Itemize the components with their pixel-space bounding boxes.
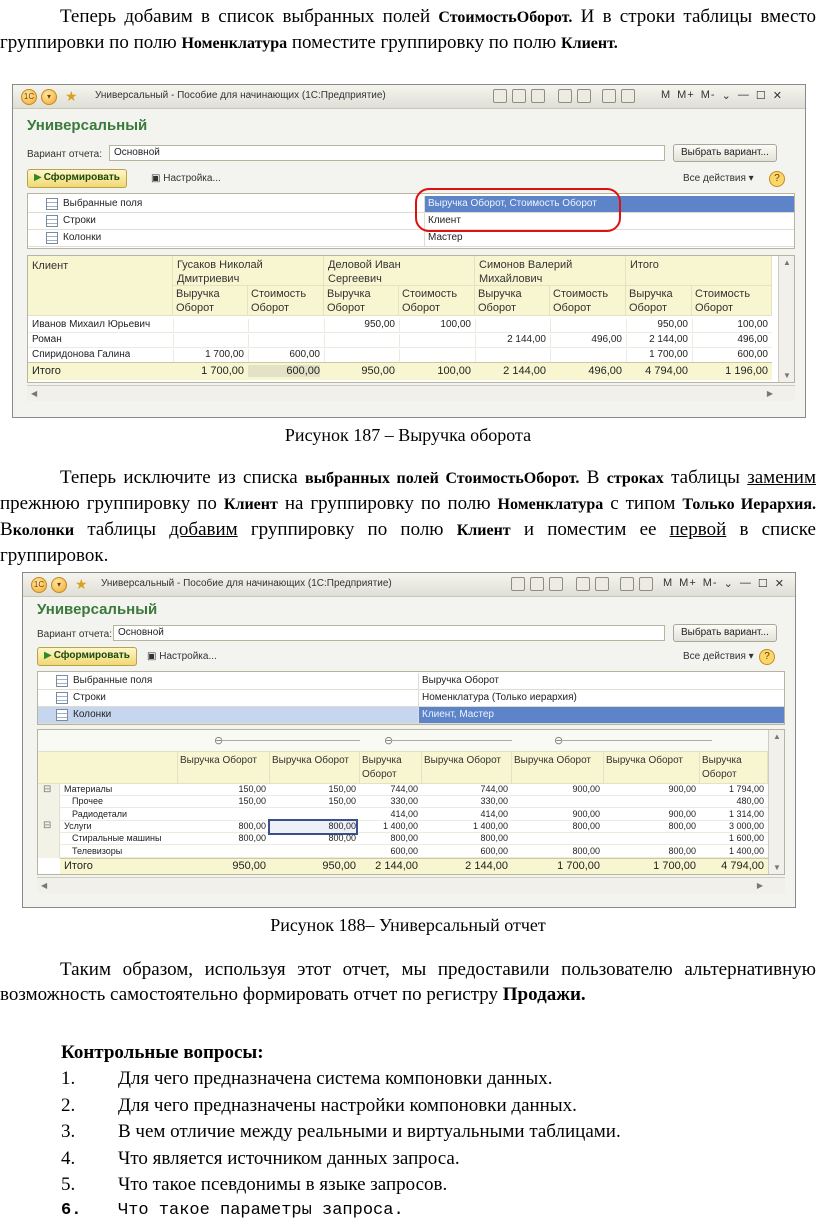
value-cell bbox=[550, 319, 622, 333]
maximize-icon[interactable]: ☐ bbox=[757, 578, 769, 590]
item-name: Телевизоры bbox=[72, 845, 123, 856]
value-cell: 600,00 bbox=[248, 349, 320, 363]
table-row bbox=[60, 784, 768, 796]
value-cell: 600,00 bbox=[480, 845, 508, 856]
total-cell: 1 700,00 bbox=[653, 860, 696, 872]
favorite-add-icon[interactable] bbox=[558, 89, 572, 103]
scroll-up-icon[interactable]: ▲ bbox=[783, 258, 791, 267]
rows-icon bbox=[56, 692, 68, 704]
total-cell: 2 144,00 bbox=[465, 860, 508, 872]
item-name: Радиодетали bbox=[72, 808, 128, 819]
menu-dropdown-icon[interactable]: ▾ bbox=[51, 577, 67, 593]
memory-buttons bbox=[661, 89, 783, 102]
question-number: 3. bbox=[61, 1121, 76, 1142]
value-cell bbox=[399, 349, 471, 363]
value-cell: 150,00 bbox=[238, 796, 266, 807]
report-table bbox=[37, 729, 785, 875]
value-cell: 1 700,00 bbox=[173, 349, 244, 363]
variant-field[interactable]: Основной bbox=[109, 145, 665, 161]
help-icon[interactable]: ? bbox=[759, 649, 775, 665]
fields-icon bbox=[56, 675, 68, 687]
total-cell: 4 794,00 bbox=[645, 365, 688, 377]
value-cell: 800,00 bbox=[390, 833, 418, 844]
item-name: Материалы bbox=[64, 784, 113, 794]
questions-heading: Контрольные вопросы: bbox=[61, 1042, 264, 1063]
play-icon: ▶ bbox=[34, 172, 42, 183]
window-titlebar bbox=[23, 573, 795, 597]
variant-label: Вариант отчета: bbox=[27, 149, 102, 160]
generate-button[interactable]: ▶ Сформировать bbox=[27, 169, 127, 188]
choose-variant-button[interactable]: Выбрать вариант... bbox=[673, 624, 777, 642]
total-cell: 100,00 bbox=[437, 365, 471, 377]
figure-caption-1: Рисунок 187 – Выручка оборота bbox=[284, 425, 532, 445]
sub-header: Выручка Оборот bbox=[478, 288, 522, 314]
value-cell: 800,00 bbox=[270, 821, 356, 833]
clipboard-icon[interactable] bbox=[639, 577, 653, 591]
value-cell bbox=[173, 334, 244, 348]
app-logo-icon[interactable]: 1С bbox=[31, 577, 47, 593]
item-name: Стиральные машины bbox=[72, 833, 162, 844]
all-actions-menu[interactable]: Все действия ▾ bbox=[683, 173, 754, 184]
value-cell: 414,00 bbox=[390, 808, 418, 819]
value-cell: 330,00 bbox=[390, 796, 418, 807]
question-text: Что такое параметры запроса. bbox=[118, 1200, 404, 1220]
question-number: 5. bbox=[61, 1174, 76, 1195]
clipboard-icon[interactable] bbox=[621, 89, 635, 103]
calendar-icon[interactable] bbox=[577, 89, 591, 103]
settings-row-selected-fields[interactable]: Выбранные поля Выручка Оборот, Стоимость Оборот bbox=[28, 196, 794, 213]
maximize-icon[interactable]: ☐ bbox=[755, 90, 767, 102]
master-header: Гусаков Николай Дмитриевич bbox=[177, 259, 263, 285]
value-cell: 800,00 bbox=[668, 820, 696, 831]
value-cell bbox=[604, 833, 696, 845]
value-cell: 800,00 bbox=[328, 833, 356, 844]
favorites-star-icon[interactable]: ★ bbox=[65, 88, 78, 104]
settings-row-rows[interactable]: Строки Клиент bbox=[28, 213, 794, 230]
settings-link[interactable]: ▣ Настройка... bbox=[147, 651, 217, 662]
value-cell: 950,00 bbox=[324, 319, 395, 333]
value-cell: 100,00 bbox=[399, 319, 471, 333]
memory-buttons bbox=[663, 577, 785, 590]
column-header: Выручка Оборот bbox=[512, 752, 604, 784]
settings-row-columns[interactable]: Колонки Клиент, Мастер bbox=[38, 707, 784, 724]
value-cell: 496,00 bbox=[550, 334, 622, 348]
figure-caption-2: Рисунок 188– Универсальный отчет bbox=[270, 915, 546, 935]
value-cell: 1 794,00 bbox=[728, 784, 764, 794]
report-window-figure-1 bbox=[12, 84, 806, 418]
help-icon[interactable]: ? bbox=[769, 171, 785, 187]
favorite-add-icon[interactable] bbox=[576, 577, 590, 591]
value-cell: 800,00 bbox=[480, 833, 508, 844]
value-cell bbox=[475, 349, 546, 363]
variant-field[interactable]: Основной bbox=[113, 625, 665, 641]
sub-header: Стоимость Оборот bbox=[553, 288, 609, 314]
report-table bbox=[27, 255, 795, 383]
value-cell: 1 314,00 bbox=[728, 808, 764, 819]
client-name: Иванов Михаил Юрьевич bbox=[32, 319, 151, 330]
collapse-icon[interactable]: ⊟ bbox=[43, 820, 52, 831]
value-cell bbox=[270, 809, 356, 821]
row-tree-gutter bbox=[38, 784, 60, 858]
question-text: Для чего предназначена система компоновки данных. bbox=[118, 1068, 553, 1089]
total-cell: 600,00 bbox=[248, 365, 320, 377]
value-cell: 3 000,00 bbox=[728, 820, 764, 831]
total-row bbox=[60, 858, 768, 874]
total-row bbox=[28, 362, 772, 380]
settings-icon: ▣ bbox=[151, 173, 164, 184]
app-logo-icon[interactable]: 1С bbox=[21, 89, 37, 105]
value-cell: 900,00 bbox=[572, 808, 600, 819]
window-title: Универсальный - Пособие для начинающих (1С:Предприятие) bbox=[95, 90, 386, 101]
question-text: Что такое псевдонимы в языке запросов. bbox=[118, 1174, 448, 1195]
choose-variant-button[interactable]: Выбрать вариант... bbox=[673, 144, 777, 162]
value-cell bbox=[324, 349, 395, 363]
table-row bbox=[60, 821, 768, 833]
question-text: В чем отличие между реальными и виртуальными таблицами. bbox=[118, 1121, 621, 1142]
value-cell bbox=[178, 809, 266, 821]
columns-icon bbox=[56, 709, 68, 721]
value-cell: 800,00 bbox=[238, 833, 266, 844]
corner-header: Клиент bbox=[32, 260, 69, 272]
client-name: Роман bbox=[32, 334, 62, 345]
value-cell bbox=[399, 334, 471, 348]
toolbar-icons bbox=[511, 577, 653, 591]
scroll-down-icon[interactable]: ▼ bbox=[773, 863, 781, 872]
settings-panel bbox=[27, 193, 795, 249]
total-cell: 1 700,00 bbox=[201, 365, 244, 377]
question-number: 1. bbox=[61, 1068, 76, 1089]
m-minus-button[interactable]: M- bbox=[700, 89, 716, 101]
m-plus-button[interactable]: M+ bbox=[679, 577, 697, 589]
value-cell: 600,00 bbox=[692, 349, 768, 363]
column-header: Выручка Оборот bbox=[270, 752, 360, 784]
value-cell: 1 600,00 bbox=[728, 833, 764, 844]
value-cell bbox=[475, 319, 546, 333]
value-cell bbox=[270, 846, 356, 858]
column-header: Выручка Оборот bbox=[700, 752, 768, 784]
close-icon[interactable]: ✕ bbox=[774, 578, 785, 590]
calendar-icon[interactable] bbox=[595, 577, 609, 591]
value-cell bbox=[248, 334, 320, 348]
table-row bbox=[60, 833, 768, 845]
item-name: Услуги bbox=[64, 820, 92, 831]
report-heading: Универсальный bbox=[27, 117, 148, 134]
column-header: Выручка Оборот bbox=[422, 752, 512, 784]
value-cell: 800,00 bbox=[572, 845, 600, 856]
settings-row-columns[interactable]: Колонки Мастер bbox=[28, 230, 794, 247]
collapse-icon[interactable]: ⊖ bbox=[554, 735, 564, 747]
favorites-star-icon[interactable]: ★ bbox=[75, 576, 88, 592]
question-text: Что является источником данных запроса. bbox=[118, 1147, 460, 1169]
m-minus-button[interactable]: M- bbox=[702, 577, 718, 589]
variant-label: Вариант отчета: bbox=[37, 629, 112, 640]
vertical-scrollbar[interactable] bbox=[778, 256, 794, 382]
settings-row-selected-fields[interactable]: Выбранные поля Выручка Оборот bbox=[38, 673, 784, 690]
value-cell bbox=[178, 846, 266, 858]
scroll-down-icon[interactable]: ▼ bbox=[783, 371, 791, 380]
question-text: Для чего предназначены настройки компоновки данных. bbox=[118, 1094, 577, 1116]
column-group-collapsers bbox=[38, 730, 768, 752]
value-cell: 1 400,00 bbox=[472, 820, 508, 831]
vertical-scrollbar[interactable] bbox=[768, 730, 784, 874]
master-header: Итого bbox=[630, 259, 659, 271]
print-icon[interactable] bbox=[530, 577, 544, 591]
calculator-icon[interactable] bbox=[602, 89, 616, 103]
close-icon[interactable]: ✕ bbox=[772, 90, 783, 102]
total-cell: 1 196,00 bbox=[725, 365, 768, 377]
minimize-icon[interactable]: — bbox=[739, 577, 752, 589]
save-icon[interactable] bbox=[493, 89, 507, 103]
m-button[interactable]: M bbox=[663, 577, 674, 589]
collapse-icon[interactable]: ⊖ bbox=[214, 735, 224, 747]
column-header: Выручка Оборот bbox=[360, 752, 422, 784]
total-label: Итого bbox=[32, 365, 61, 377]
chevron-down-icon[interactable]: ⌄ bbox=[721, 90, 732, 102]
total-cell: 1 700,00 bbox=[557, 860, 600, 872]
total-cell: 950,00 bbox=[361, 365, 395, 377]
sub-header: Стоимость Оборот bbox=[251, 288, 307, 314]
value-cell: 330,00 bbox=[480, 796, 508, 807]
value-cell bbox=[512, 796, 600, 808]
value-cell: 744,00 bbox=[480, 784, 508, 794]
total-label: Итого bbox=[64, 860, 93, 872]
play-icon: ▶ bbox=[44, 650, 52, 661]
scroll-left-icon[interactable]: ◀ bbox=[31, 389, 38, 398]
m-plus-button[interactable]: M+ bbox=[677, 89, 695, 101]
columns-icon bbox=[46, 232, 58, 244]
value-cell bbox=[604, 796, 696, 808]
window-title: Универсальный - Пособие для начинающих (1С:Предприятие) bbox=[101, 578, 392, 589]
value-cell bbox=[550, 349, 622, 363]
settings-icon: ▣ bbox=[147, 651, 160, 662]
instructions-paragraph: Теперь исключите из списка выбранных полей СтоимостьОборот. В строках таблицы заменим прежнюю группировку по Клиент на группировку по полю Номенклатура с типом Только Иерархия. Вколонки таблицы добавим группировку по полю Клиент и поместим ее первой в списке группировок. bbox=[0, 467, 816, 566]
report-heading: Универсальный bbox=[37, 601, 158, 618]
value-cell: 496,00 bbox=[692, 334, 768, 348]
calculator-icon[interactable] bbox=[620, 577, 634, 591]
value-cell bbox=[248, 319, 320, 333]
conclusion-paragraph: Таким образом, используя этот отчет, мы предоставили пользователю альтернативную возможность самостоятельно формировать отчет по регистру Продажи. bbox=[0, 959, 816, 1005]
intro-paragraph: Теперь добавим в список выбранных полей СтоимостьОборот. И в строки таблицы вместо группировки по полю Номенклатура поместите группировку по полю Клиент. bbox=[0, 6, 816, 53]
question-number: 4. bbox=[61, 1147, 76, 1169]
value-cell: 100,00 bbox=[692, 319, 768, 333]
sub-header: Выручка Оборот bbox=[176, 288, 220, 314]
value-cell bbox=[324, 334, 395, 348]
value-cell: 950,00 bbox=[626, 319, 688, 333]
value-cell: 1 400,00 bbox=[728, 845, 764, 856]
value-cell: 900,00 bbox=[572, 784, 600, 794]
scroll-right-icon[interactable]: ▶ bbox=[766, 389, 773, 398]
menu-dropdown-icon[interactable]: ▾ bbox=[41, 89, 57, 105]
item-name: Прочее bbox=[72, 796, 103, 807]
preview-icon[interactable] bbox=[531, 89, 545, 103]
value-cell: 900,00 bbox=[668, 808, 696, 819]
window-titlebar bbox=[13, 85, 805, 109]
horizontal-scrollbar[interactable] bbox=[37, 877, 785, 893]
value-cell: 480,00 bbox=[736, 796, 764, 807]
settings-row-rows[interactable]: Строки Номенклатура (Только иерархия) bbox=[38, 690, 784, 707]
column-header: Выручка Оборот bbox=[178, 752, 270, 784]
value-cell: 800,00 bbox=[572, 820, 600, 831]
sub-header: Стоимость Оборот bbox=[695, 288, 751, 314]
settings-link[interactable]: ▣ Настройка... bbox=[151, 173, 221, 184]
sub-header: Стоимость Оборот bbox=[402, 288, 458, 314]
scroll-up-icon[interactable]: ▲ bbox=[773, 732, 781, 741]
value-cell: 800,00 bbox=[238, 820, 266, 831]
save-icon[interactable] bbox=[511, 577, 525, 591]
total-cell: 496,00 bbox=[588, 365, 622, 377]
table-row bbox=[60, 796, 768, 808]
total-cell: 2 144,00 bbox=[375, 860, 418, 872]
column-header: Выручка Оборот bbox=[604, 752, 700, 784]
total-cell: 4 794,00 bbox=[721, 860, 764, 872]
table-row bbox=[60, 809, 768, 821]
master-header: Симонов Валерий Михайлович bbox=[479, 259, 573, 285]
value-cell: 150,00 bbox=[238, 784, 266, 794]
horizontal-scrollbar[interactable] bbox=[27, 385, 795, 401]
value-cell: 600,00 bbox=[390, 845, 418, 856]
value-cell: 414,00 bbox=[480, 808, 508, 819]
value-cell: 800,00 bbox=[668, 845, 696, 856]
table-row bbox=[28, 333, 772, 348]
value-cell: 744,00 bbox=[390, 784, 418, 794]
settings-panel bbox=[37, 671, 785, 725]
value-cell bbox=[173, 319, 244, 333]
value-cell: 900,00 bbox=[668, 784, 696, 794]
m-button[interactable]: M bbox=[661, 89, 672, 101]
red-highlight-oval bbox=[415, 188, 621, 232]
sub-header: Выручка Оборот bbox=[327, 288, 371, 314]
fields-icon bbox=[46, 198, 58, 210]
report-window-figure-2 bbox=[22, 572, 796, 908]
toolbar-icons bbox=[493, 89, 635, 103]
all-actions-menu[interactable]: Все действия ▾ bbox=[683, 651, 754, 662]
sub-header: Выручка Оборот bbox=[629, 288, 673, 314]
question-number: 2. bbox=[61, 1094, 76, 1116]
value-cell: 150,00 bbox=[328, 796, 356, 807]
print-icon[interactable] bbox=[512, 89, 526, 103]
scroll-left-icon[interactable]: ◀ bbox=[41, 881, 48, 890]
minimize-icon[interactable]: — bbox=[737, 89, 750, 101]
total-cell: 950,00 bbox=[232, 860, 266, 872]
generate-button[interactable]: ▶ Сформировать bbox=[37, 647, 137, 666]
value-cell: 2 144,00 bbox=[475, 334, 546, 348]
client-name: Спиридонова Галина bbox=[32, 349, 131, 360]
table-row bbox=[28, 318, 772, 333]
value-cell: 2 144,00 bbox=[626, 334, 688, 348]
question-number: 6. bbox=[61, 1200, 82, 1220]
value-cell: 1 700,00 bbox=[626, 349, 688, 363]
rows-icon bbox=[46, 215, 58, 227]
value-cell: 150,00 bbox=[328, 784, 356, 794]
collapse-icon[interactable]: ⊖ bbox=[384, 735, 394, 747]
table-row bbox=[28, 348, 772, 363]
collapse-icon[interactable]: ⊟ bbox=[43, 784, 52, 795]
total-cell: 950,00 bbox=[322, 860, 356, 872]
value-cell bbox=[512, 833, 600, 845]
total-cell: 2 144,00 bbox=[503, 365, 546, 377]
preview-icon[interactable] bbox=[549, 577, 563, 591]
scroll-right-icon[interactable]: ▶ bbox=[756, 881, 763, 890]
table-row bbox=[60, 846, 768, 858]
master-header: Деловой Иван Сергеевич bbox=[328, 259, 401, 285]
chevron-down-icon[interactable]: ⌄ bbox=[723, 578, 734, 590]
value-cell: 1 400,00 bbox=[382, 820, 418, 831]
